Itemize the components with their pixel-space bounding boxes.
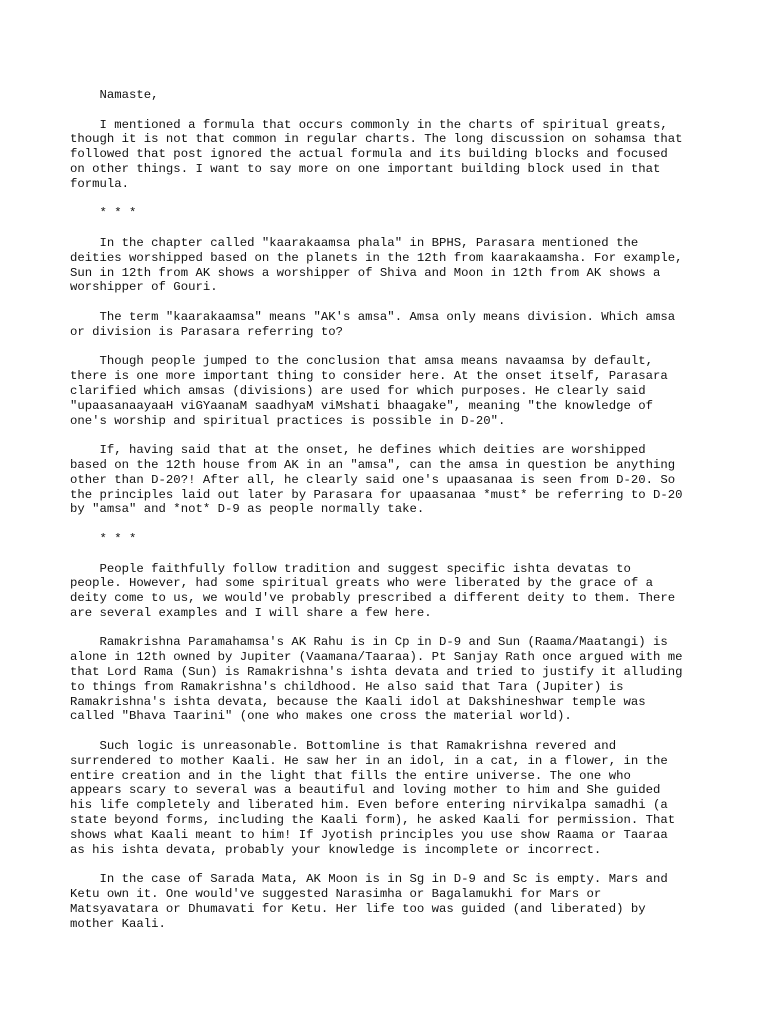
- section-separator: * * *: [70, 531, 137, 546]
- tradition-paragraph: People faithfully follow tradition and suggest specific ishta devatas to people. However, had some spiritual greats who were liberated by the grace of a deity come to us, we would've probably prescribed a different deity to them. There are several examples and I will share a few here.: [70, 561, 676, 620]
- document-page: [70, 88, 750, 946]
- section-separator: * * *: [70, 206, 137, 221]
- intro-paragraph: I mentioned a formula that occurs commonly in the charts of spiritual greats, though it is not that common in regular charts. The long discussion on sohamsa that followed that post ignored the actual formula and its building blocks and focused on other things. I want to say more on one important building block used in that formula.: [70, 117, 683, 191]
- navaamsa-paragraph: Though people jumped to the conclusion that amsa means navaamsa by default, there is one more important thing to consider here. At the onset itself, Parasara clarified which amsas (divisions) are used for which purposes. He clearly said "upaasanaayaaH viGYaanaM saadhyaM viMshati bhaagake", meaning "the knowledge of one's worship and spiritual practices is possible in D-20".: [70, 354, 668, 428]
- d20-paragraph: If, having said that at the onset, he defines which deities are worshipped based on the 12th house from AK in an "amsa", can the amsa in question be anything other than D-20?! After all, he clearly said one's upaasanaa is seen from D-20. So the principles laid out later by Parasara for upaasanaa *must* be referring to D-20 by "amsa" and *not* D-9 as people normally take.: [70, 443, 683, 517]
- sarada-mata-paragraph: In the case of Sarada Mata, AK Moon is in Sg in D-9 and Sc is empty. Mars and Ketu own it. One would've suggested Narasimha or Bagalamukhi for Mars or Matsyavatara or Dhumavati for Ketu. Her life too was guided (and liberated) by mother Kaali.: [70, 872, 668, 931]
- logic-paragraph: Such logic is unreasonable. Bottomline is that Ramakrishna revered and surrendered to mother Kaali. He saw her in an idol, in a cat, in a flower, in the entire creation and in the light that fills the entire universe. The one who appears scary to several was a beautiful and loving mother to him and She guided his life completely and liberated him. Even before entering nirvikalpa samadhi (a state beyond forms, including the Kaali form), he asked Kaali for permission. That shows what Kaali meant to him! If Jyotish principles you use show Raama or Taaraa as his ishta devata, probably your knowledge is incomplete or incorrect.: [70, 739, 676, 857]
- amsa-definition-paragraph: The term "kaarakaamsa" means "AK's amsa". Amsa only means division. Which amsa or division is Parasara referring to?: [70, 309, 676, 339]
- greeting: Namaste,: [70, 88, 159, 102]
- kaarakaamsa-paragraph: In the chapter called "kaarakaamsa phala" in BPHS, Parasara mentioned the deities worshipped based on the planets in the 12th from kaarakaamsha. For example, Sun in 12th from AK shows a worshipper of Shiva and Moon in 12th from AK shows a worshipper of Gouri.: [70, 235, 683, 295]
- ramakrishna-paragraph: Ramakrishna Paramahamsa's AK Rahu is in Cp in D-9 and Sun (Raama/Maatangi) is alone in 12th owned by Jupiter (Vaamana/Taaraa). Pt Sanjay Rath once argued with me that Lord Rama (Sun) is Ramakrishna's ishta devata and tried to justify it alluding to things from Ramakrishna's childhood. He also said that Tara (Jupiter) is Ramakrishna's ishta devata, because the Kaali idol at Dakshineshwar temple was called "Bhava Taarini" (one who makes one cross the material world).: [70, 635, 683, 724]
